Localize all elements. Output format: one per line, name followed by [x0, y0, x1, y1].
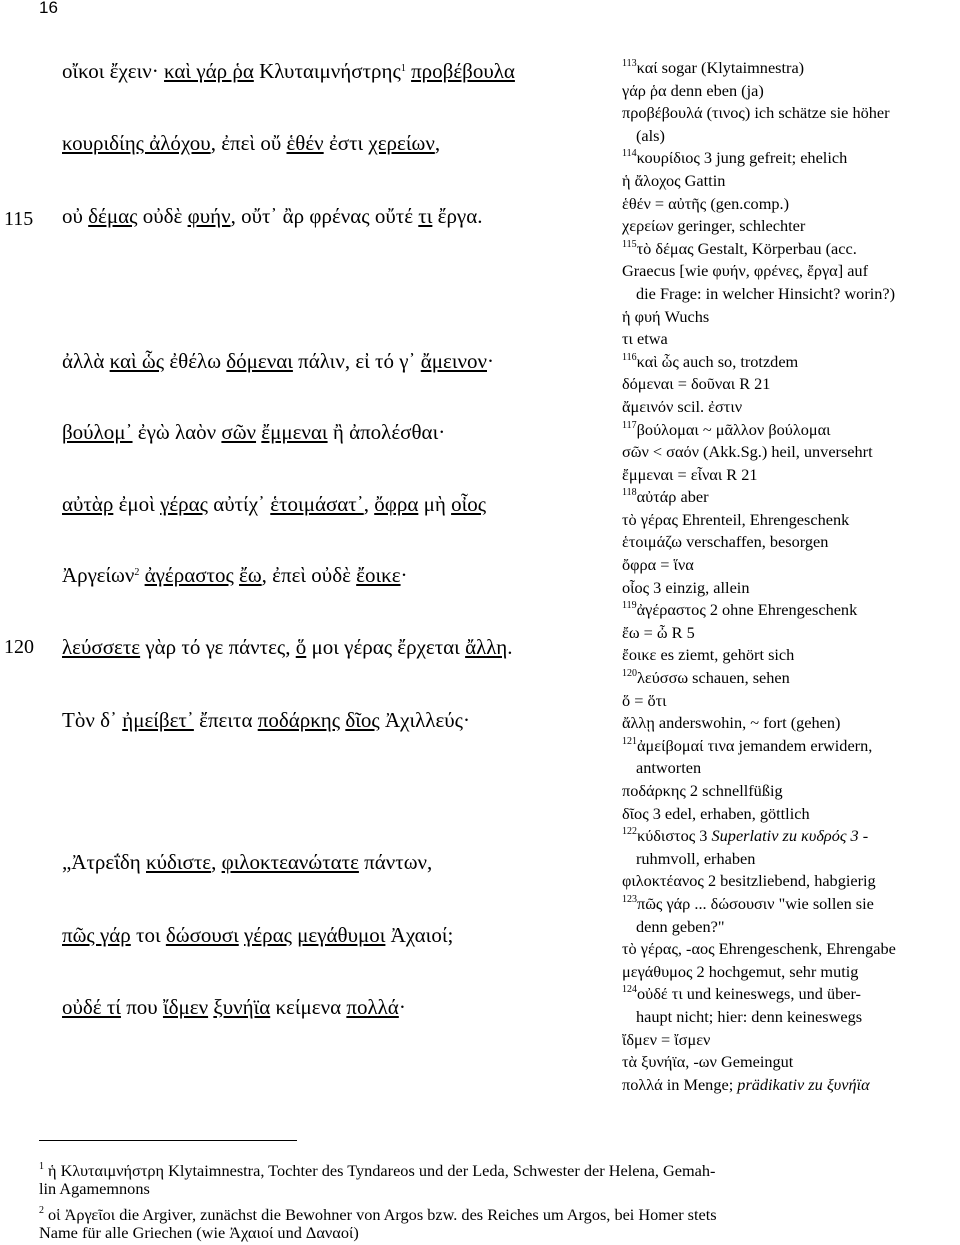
- gloss-text: ἔω = ὦ R 5: [622, 622, 695, 642]
- footnote-separator: [39, 1140, 297, 1141]
- gloss-line: [622, 1051, 958, 1074]
- verse-123: πῶς γάρ τοι δώσουσι γέρας μεγάθυμοι Ἀχαιοί;: [62, 923, 454, 947]
- gloss-text: αὐτάρ aber: [636, 487, 709, 507]
- gloss-line: [622, 441, 958, 464]
- gloss-text: σῶν < σαόν (Akk.Sg.) heil, unversehrt: [622, 442, 873, 462]
- gloss-line: [622, 599, 958, 622]
- gloss-text: χερείων geringer, schlechter: [622, 216, 806, 236]
- verse-121: Τὸν δ᾽ ἠμείβετ᾽ ἔπειτα ποδάρκης δῖος Ἀχιλλεύς·: [62, 708, 470, 732]
- gloss-text: πῶς γάρ ... δώσουσιν "wie sollen sie: [637, 893, 874, 913]
- gloss-line: [622, 1006, 958, 1029]
- gloss-text: (als): [636, 125, 665, 145]
- verse-118: αὐτὰρ ἐμοὶ γέρας αὐτίχ᾽ ἑτοιμάσατ᾽, ὄφρα μὴ οἶος: [62, 492, 487, 516]
- gloss-verse-number: 115: [622, 238, 637, 250]
- gloss-line: [622, 464, 958, 487]
- footnote-line: $^1$ ἡ Κλυταιμνήστρη Klytaimnestra, Tochter des Tyndareos und der Leda, Schwester der Helena, Gemah-: [39, 1161, 716, 1180]
- gloss-verse-number: 120: [622, 668, 637, 680]
- gloss-text: προβέβουλά (τινος) ich schätze sie höher: [622, 103, 890, 123]
- gloss-line: [622, 825, 958, 848]
- gloss-text: κύδιστος 3 Superlativ zu κυδρός 3 -: [637, 826, 869, 846]
- gloss-text: ruhmvoll, erhaben: [636, 848, 756, 868]
- footnote-line: lin Agamemnons: [39, 1179, 150, 1198]
- gloss-line: [622, 260, 958, 283]
- vocabulary-column: [622, 57, 958, 1096]
- gloss-line: [622, 622, 958, 645]
- gloss-line: [622, 1074, 958, 1097]
- gloss-line: [622, 147, 958, 170]
- verse-120: λεύσσετε γὰρ τό γε πάντες, ὅ μοι γέρας ἔρχεται ἄλλη.: [62, 635, 513, 659]
- gloss-line: [622, 916, 958, 939]
- gloss-line: [622, 712, 958, 735]
- verse-122: „Ἀτρεΐδη κύδιστε, φιλοκτεανώτατε πάντων,: [62, 850, 433, 874]
- gloss-line: [622, 125, 958, 148]
- gloss-text: πολλά in Menge; prädikativ zu ξυνήϊα: [622, 1074, 870, 1094]
- gloss-text: ἄμεινόν scil. ἐστιν: [622, 396, 743, 416]
- gloss-line: [622, 531, 958, 554]
- footnote-line: $^2$ οἱ Ἀργεῖοι die Argiver, zunächst die Bewohner von Argos bzw. des Reiches um Argos, bei Homer stets: [39, 1205, 717, 1224]
- gloss-line: [622, 893, 958, 916]
- gloss-line: [622, 554, 958, 577]
- line-number-115: 115: [4, 208, 34, 230]
- gloss-text: λεύσσω schauen, sehen: [637, 668, 790, 688]
- gloss-line: [622, 396, 958, 419]
- gloss-line: [622, 306, 958, 329]
- gloss-line: [622, 238, 958, 261]
- gloss-text: τὸ γέρας, -αος Ehrengeschenk, Ehrengabe: [622, 939, 896, 959]
- gloss-text: ἀγέραστος 2 ohne Ehrengeschenk: [636, 600, 858, 620]
- footnote-marker: 2: [39, 1205, 44, 1216]
- gloss-text: ἔοικε es ziemt, gehört sich: [622, 645, 795, 665]
- gloss-text: οἶος 3 einzig, allein: [622, 577, 750, 597]
- verse-119: Ἀργείων$^2$ ἀγέραστος ἔω, ἐπεὶ οὐδὲ ἔοικε·: [62, 563, 408, 587]
- gloss-line: [622, 667, 958, 690]
- gloss-line: [622, 351, 958, 374]
- gloss-text: καί sogar (Klytaimnestra): [636, 58, 805, 77]
- verse-113: κουριδίης ἀλόχου, ἐπεὶ οὔ ἑθέν ἐστι χερείων,: [62, 131, 441, 155]
- footnote-line: Name für alle Griechen (wie Ἀχαιοί und Δαναοί): [39, 1223, 359, 1242]
- gloss-text: ἀμείβομαί τινα jemandem erwidern,: [637, 735, 873, 755]
- gloss-verse-number: 116: [622, 351, 637, 363]
- footnote-marker: 1: [39, 1161, 44, 1172]
- gloss-line: [622, 509, 958, 532]
- gloss-line: [622, 283, 958, 306]
- gloss-text: die Frage: in welcher Hinsicht? worin?): [636, 283, 896, 303]
- gloss-text: ὅ = ὅτι: [622, 690, 667, 710]
- gloss-text: ἑτοιμάζω verschaffen, besorgen: [622, 532, 829, 552]
- gloss-line: [622, 735, 958, 758]
- gloss-line: [622, 193, 958, 216]
- gloss-text: ἴδμεν = ἴσμεν: [622, 1029, 711, 1049]
- gloss-text: τι etwa: [622, 329, 668, 349]
- gloss-line: [622, 419, 958, 442]
- gloss-line: [622, 1029, 958, 1052]
- gloss-verse-number: 117: [622, 419, 637, 431]
- footnote-ref-2: 2: [134, 567, 140, 578]
- gloss-text: ἑθέν = αὐτῆς (gen.comp.): [622, 193, 789, 213]
- gloss-verse-number: 118: [622, 487, 637, 499]
- gloss-text: ἄλλῃ anderswohin, ~ fort (gehen): [622, 713, 841, 733]
- gloss-line: [622, 170, 958, 193]
- gloss-text: μεγάθυμος 2 hochgemut, sehr mutig: [622, 961, 859, 981]
- gloss-line: [622, 780, 958, 803]
- gloss-line: [622, 848, 958, 871]
- gloss-line: [622, 803, 958, 826]
- gloss-verse-number: 124: [622, 984, 637, 996]
- gloss-line: [622, 486, 958, 509]
- gloss-text: γάρ ῥα denn eben (ja): [622, 80, 764, 100]
- gloss-text: τὸ δέμας Gestalt, Körperbau (acc.: [636, 238, 857, 258]
- page-number: 16: [39, 0, 58, 17]
- gloss-text: τὰ ξυνήϊα, -ων Gemeingut: [622, 1052, 794, 1072]
- gloss-line: [622, 961, 958, 984]
- gloss-text: δόμεναι = δοῦναι R 21: [622, 374, 771, 394]
- gloss-line: [622, 373, 958, 396]
- verse-112: οἴκοι ἔχειν· καὶ γάρ ῥα Κλυταιμνήστρης$^1$ προβέβουλα: [62, 59, 515, 83]
- gloss-text: ἡ φυή Wuchs: [622, 306, 710, 326]
- gloss-line: [622, 690, 958, 713]
- gloss-line: [622, 938, 958, 961]
- gloss-verse-number: 113: [622, 58, 637, 69]
- gloss-verse-number: 122: [622, 826, 637, 838]
- gloss-text: Graecus [wie φυήν, φρένες, ἔργα] auf: [622, 261, 868, 281]
- gloss-line: [622, 102, 958, 125]
- gloss-line: [622, 57, 958, 80]
- gloss-text: βούλομαι ~ μᾶλλον βούλομαι: [636, 419, 831, 439]
- gloss-line: [622, 80, 958, 103]
- verse-114: οὐ δέμας οὐδὲ φυήν, οὔτ᾽ ἂρ φρένας οὔτέ τι ἔργα.: [62, 204, 483, 228]
- gloss-text: ποδάρκης 2 schnellfüßig: [622, 781, 783, 800]
- gloss-line: [622, 870, 958, 893]
- gloss-line: [622, 215, 958, 238]
- gloss-text: φιλοκτέανος 2 besitzliebend, habgierig: [622, 871, 876, 891]
- gloss-text: ἔμμεναι = εἶναι R 21: [622, 464, 758, 484]
- gloss-text: haupt nicht; hier: denn keineswegs: [636, 1006, 863, 1026]
- gloss-verse-number: 114: [622, 148, 637, 160]
- gloss-text: κουρίδιος 3 jung gefreit; ehelich: [636, 148, 848, 168]
- gloss-line: [622, 577, 958, 600]
- gloss-text: δῖος 3 edel, erhaben, göttlich: [622, 803, 810, 823]
- footnote-ref-1: 1: [400, 63, 406, 74]
- gloss-text: denn geben?": [636, 916, 725, 936]
- gloss-text: ὄφρα = ἵνα: [622, 555, 694, 575]
- verse-117: βούλομ᾽ ἐγὼ λαὸν σῶν ἔμμεναι ἢ ἀπολέσθαι·: [62, 420, 446, 444]
- gloss-text: τὸ γέρας Ehrenteil, Ehrengeschenk: [622, 509, 850, 529]
- verse-116: ἀλλὰ καὶ ὧς ἐθέλω δόμεναι πάλιν, εἰ τό γ᾽ ἄμεινον·: [62, 349, 494, 373]
- gloss-text: οὐδέ τι und keineswegs, und über-: [637, 984, 861, 1004]
- gloss-text: antworten: [636, 758, 702, 778]
- gloss-line: [622, 983, 958, 1006]
- gloss-line: [622, 644, 958, 667]
- gloss-verse-number: 123: [622, 893, 637, 905]
- line-number-120: 120: [4, 636, 34, 658]
- verse-124: οὐδέ τί που ἴδμεν ξυνήϊα κείμενα πολλά·: [62, 995, 406, 1019]
- gloss-verse-number: 119: [622, 600, 637, 612]
- gloss-line: [622, 757, 958, 780]
- gloss-verse-number: 121: [622, 735, 637, 747]
- gloss-text: ἡ ἄλοχος Gattin: [622, 170, 726, 190]
- gloss-line: [622, 328, 958, 351]
- gloss-text: καὶ ὧς auch so, trotzdem: [636, 351, 799, 371]
